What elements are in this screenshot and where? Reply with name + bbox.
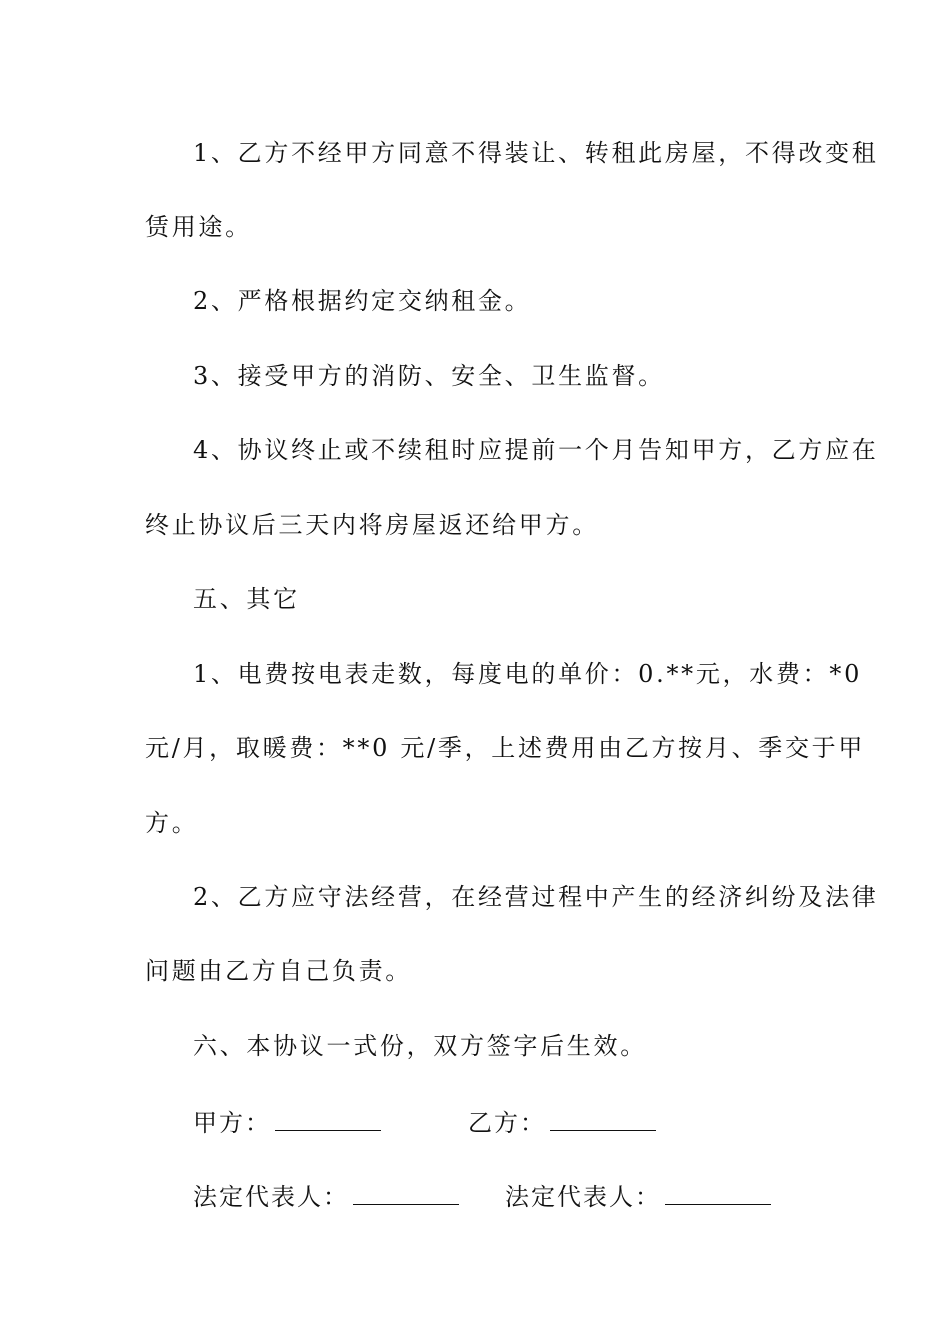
party-b-label: 乙方： <box>468 1109 546 1137</box>
section-5-clause-1-line-1: 1、电费按电表走数，每度电的单价：0.**元，水费：*0 <box>193 660 863 688</box>
rep-b-label: 法定代表人： <box>505 1183 661 1211</box>
party-a-signature <box>193 1108 381 1138</box>
rep-b-signature-blank <box>665 1182 771 1205</box>
clause-4-line-1: 4、协议终止或不续租时应提前一个月告知甲方，乙方应在 <box>193 436 879 464</box>
section-5-clause-1-line-3: 方。 <box>145 809 199 837</box>
clause-1-line-1: 1、乙方不经甲方同意不得装让、转租此房屋，不得改变租 <box>193 139 879 167</box>
party-a-signature-blank <box>275 1108 381 1131</box>
party-b-signature <box>468 1108 656 1138</box>
clause-4-line-2: 终止协议后三天内将房屋返还给甲方。 <box>145 511 599 539</box>
section-5-clause-2-line-2: 问题由乙方自己负责。 <box>145 957 412 985</box>
rep-a-signature-blank <box>353 1182 459 1205</box>
rep-b-signature <box>505 1182 771 1212</box>
party-b-signature-blank <box>550 1108 656 1131</box>
section-5-clause-1-line-2: 元/月，取暖费：**0 元/季，上述费用由乙方按月、季交于甲 <box>145 734 866 762</box>
rep-a-signature <box>193 1182 459 1212</box>
section-5-clause-2-line-1: 2、乙方应守法经营，在经营过程中产生的经济纠纷及法律 <box>193 883 879 911</box>
rep-a-label: 法定代表人： <box>193 1183 349 1211</box>
section-5-heading: 五、其它 <box>193 585 300 613</box>
clause-2: 2、严格根据约定交纳租金。 <box>193 287 532 315</box>
section-6-heading: 六、本协议一式份，双方签字后生效。 <box>193 1032 647 1060</box>
party-a-label: 甲方： <box>193 1109 271 1137</box>
clause-1-line-2: 赁用途。 <box>145 213 252 241</box>
clause-3: 3、接受甲方的消防、安全、卫生监督。 <box>193 362 665 390</box>
